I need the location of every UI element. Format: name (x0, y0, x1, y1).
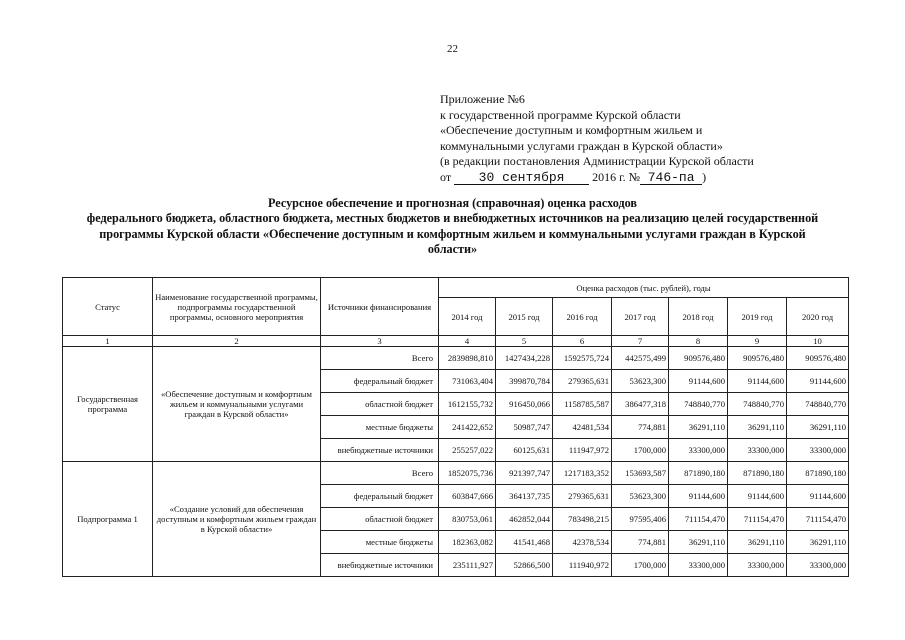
value-cell: 97595,406 (612, 508, 669, 531)
value-cell: 1592575,724 (553, 347, 612, 370)
value-cell: 871890,180 (787, 462, 849, 485)
value-cell: 711154,470 (787, 508, 849, 531)
source-cell: областной бюджет (321, 508, 439, 531)
value-cell: 255257,022 (439, 439, 496, 462)
column-number: 5 (496, 336, 553, 347)
value-cell: 36291,110 (669, 416, 728, 439)
source-cell: федеральный бюджет (321, 485, 439, 508)
value-cell: 2839898,810 (439, 347, 496, 370)
value-cell: 153693,587 (612, 462, 669, 485)
header-year: 2020 год (787, 298, 849, 336)
date-value: 30 сентября (454, 171, 589, 185)
value-cell: 91144,600 (787, 370, 849, 393)
value-cell: 41541,468 (496, 531, 553, 554)
header-status: Статус (63, 278, 153, 336)
value-cell: 52866,500 (496, 554, 553, 577)
value-cell: 279365,631 (553, 370, 612, 393)
header-name: Наименование государственной программы, подпрограммы государственной программы, основного мероприятия (153, 278, 321, 336)
header-year: 2019 год (728, 298, 787, 336)
value-cell: 241422,652 (439, 416, 496, 439)
value-cell: 909576,480 (787, 347, 849, 370)
value-cell: 33300,000 (728, 554, 787, 577)
value-cell: 1158785,587 (553, 393, 612, 416)
value-cell: 235111,927 (439, 554, 496, 577)
value-cell: 1612155,732 (439, 393, 496, 416)
column-number-row (63, 336, 849, 347)
value-cell: 36291,110 (728, 416, 787, 439)
budget-table (62, 277, 849, 577)
value-cell: 603847,666 (439, 485, 496, 508)
value-cell: 783498,215 (553, 508, 612, 531)
year-text: 2016 г. № (592, 169, 641, 184)
value-cell: 909576,480 (728, 347, 787, 370)
source-cell: федеральный бюджет (321, 370, 439, 393)
value-cell: 33300,000 (669, 554, 728, 577)
value-cell: 33300,000 (787, 554, 849, 577)
column-number: 8 (669, 336, 728, 347)
value-cell: 91144,600 (787, 485, 849, 508)
value-cell: 91144,600 (728, 370, 787, 393)
decree-number: 746-па (640, 171, 702, 185)
source-cell: Всего (321, 462, 439, 485)
header-year: 2016 год (553, 298, 612, 336)
value-cell: 36291,110 (669, 531, 728, 554)
title-line: программы Курской области «Обеспечение доступным и комфортным жильем и коммунальными услугами граждан в Курской (99, 226, 806, 241)
value-cell: 462852,044 (496, 508, 553, 531)
status-cell: Подпрограмма 1 (63, 462, 153, 577)
value-cell: 386477,318 (612, 393, 669, 416)
value-cell: 42481,534 (553, 416, 612, 439)
value-cell: 774,881 (612, 531, 669, 554)
source-cell: внебюджетные источники (321, 439, 439, 462)
value-cell: 916450,066 (496, 393, 553, 416)
closing-paren: ) (702, 169, 707, 184)
value-cell: 748840,770 (787, 393, 849, 416)
column-number: 6 (553, 336, 612, 347)
status-cell: Государственная программа (63, 347, 153, 462)
appendix-line: к государственной программе Курской области (440, 107, 681, 122)
value-cell: 1427434,228 (496, 347, 553, 370)
appendix-line: Приложение №6 (440, 92, 525, 106)
appendix-line: коммунальными услугами граждан в Курской области» (440, 138, 723, 153)
value-cell: 111947,972 (553, 439, 612, 462)
value-cell: 36291,110 (728, 531, 787, 554)
value-cell: 111940,972 (553, 554, 612, 577)
value-cell: 91144,600 (728, 485, 787, 508)
table-row (63, 347, 849, 370)
value-cell: 279365,631 (553, 485, 612, 508)
column-number: 9 (728, 336, 787, 347)
value-cell: 60125,631 (496, 439, 553, 462)
value-cell: 442575,499 (612, 347, 669, 370)
value-cell: 748840,770 (728, 393, 787, 416)
value-cell: 1700,000 (612, 439, 669, 462)
value-cell: 33300,000 (669, 439, 728, 462)
source-cell: местные бюджеты (321, 531, 439, 554)
value-cell: 364137,735 (496, 485, 553, 508)
page-number: 22 (447, 43, 458, 55)
value-cell: 731063,404 (439, 370, 496, 393)
source-cell: областной бюджет (321, 393, 439, 416)
appendix-header (440, 92, 880, 186)
value-cell: 42378,534 (553, 531, 612, 554)
header-sources: Источники финансирования (321, 278, 439, 336)
column-number: 1 (63, 336, 153, 347)
title-line: области» (427, 242, 478, 257)
value-cell: 399870,784 (496, 370, 553, 393)
value-cell: 33300,000 (787, 439, 849, 462)
value-cell: 774,881 (612, 416, 669, 439)
title-line: Ресурсное обеспечение и прогнозная (справочная) оценка расходов (268, 196, 637, 210)
value-cell: 91144,600 (669, 485, 728, 508)
appendix-line: «Обеспечение доступным и комфортным жильем и (440, 123, 703, 138)
value-cell: 748840,770 (669, 393, 728, 416)
value-cell: 1217183,352 (553, 462, 612, 485)
value-cell: 50987,747 (496, 416, 553, 439)
column-number: 7 (612, 336, 669, 347)
value-cell: 182363,082 (439, 531, 496, 554)
source-cell: Всего (321, 347, 439, 370)
header-year: 2014 год (439, 298, 496, 336)
column-number: 4 (439, 336, 496, 347)
value-cell: 36291,110 (787, 416, 849, 439)
value-cell: 36291,110 (787, 531, 849, 554)
source-cell: внебюджетные источники (321, 554, 439, 577)
value-cell: 53623,300 (612, 485, 669, 508)
value-cell: 871890,180 (728, 462, 787, 485)
value-cell: 53623,300 (612, 370, 669, 393)
value-cell: 711154,470 (728, 508, 787, 531)
table-row (63, 462, 849, 485)
value-cell: 91144,600 (669, 370, 728, 393)
value-cell: 830753,061 (439, 508, 496, 531)
appendix-line: (в редакции постановления Администрации Курской области (440, 154, 754, 169)
program-name-cell: «Создание условий для обеспечения доступным и комфортным жильем граждан в Курской области» (153, 462, 321, 577)
document-title (62, 196, 843, 258)
value-cell: 871890,180 (669, 462, 728, 485)
source-cell: местные бюджеты (321, 416, 439, 439)
program-name-cell: «Обеспечение доступным и комфортным жильем и коммунальными услугами граждан в Курской области» (153, 347, 321, 462)
column-number: 10 (787, 336, 849, 347)
column-number: 2 (153, 336, 321, 347)
appendix-date-line (440, 170, 880, 186)
value-cell: 921397,747 (496, 462, 553, 485)
value-cell: 1700,000 (612, 554, 669, 577)
header-year: 2015 год (496, 298, 553, 336)
header-row (63, 278, 849, 298)
header-estimate: Оценка расходов (тыс. рублей), годы (439, 278, 849, 298)
value-cell: 1852075,736 (439, 462, 496, 485)
column-number: 3 (321, 336, 439, 347)
value-cell: 711154,470 (669, 508, 728, 531)
date-prefix: от (440, 169, 452, 184)
value-cell: 909576,480 (669, 347, 728, 370)
header-year: 2017 год (612, 298, 669, 336)
value-cell: 33300,000 (728, 439, 787, 462)
header-year: 2018 год (669, 298, 728, 336)
title-line: федерального бюджета, областного бюджета, местных бюджетов и внебюджетных источников на реализацию целей государственной (86, 211, 819, 226)
